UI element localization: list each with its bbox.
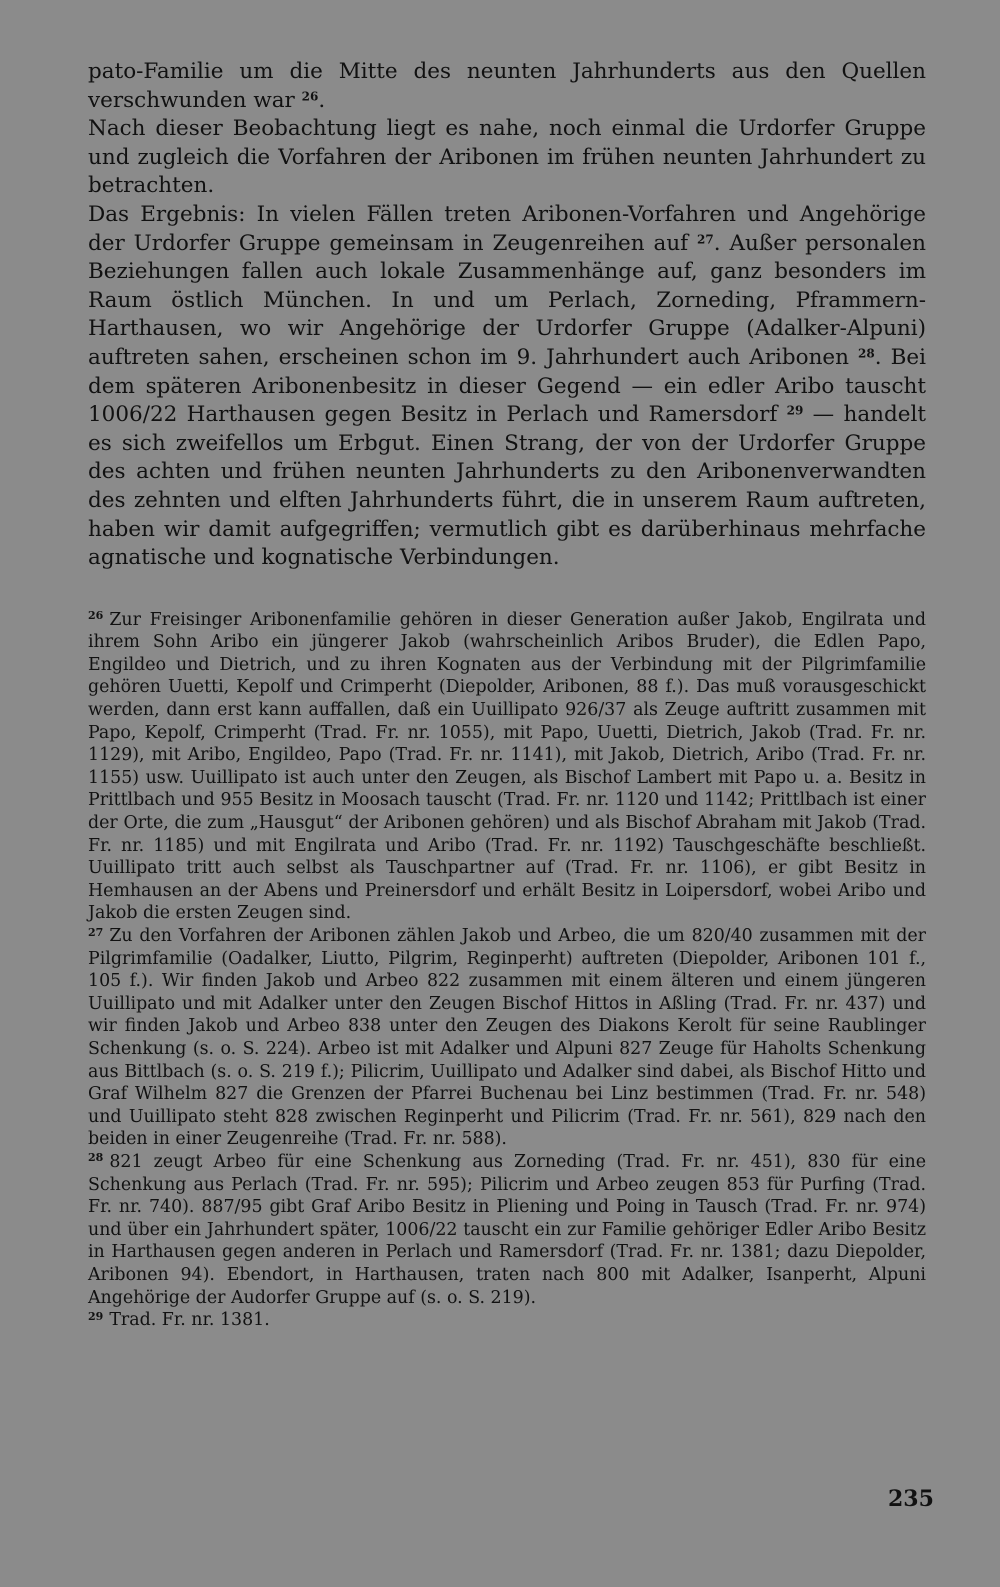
footnote-ref-26[interactable]: 26	[301, 89, 319, 103]
paragraph-2: Nach dieser Beobachtung liegt es nahe, noch einmal die Urdorfer Gruppe und zugleich die Vorfahren der Aribonen im frühen neunten Jahrhundert zu betrachten.	[88, 116, 926, 199]
footnote-number: 26	[88, 609, 104, 623]
paragraph-1-end: .	[318, 87, 326, 113]
footnote-27	[88, 925, 926, 1151]
footnote-28	[88, 1151, 926, 1309]
page-number: 235	[888, 1486, 934, 1512]
paragraph-3-part-2: . Außer personalen Beziehungen fallen auch lokale Zusammenhänge auf, ganz besonders im Raum östlich München. In und um Perlach, Zorneding, Pframmern-Harthausen, wo wir Angehörige der Urdorfer Gruppe (Adalker-Alpuni) auftreten sahen, erscheinen schon im 9. Jahrhundert auch Aribonen	[88, 230, 926, 370]
footnote-number: 27	[88, 925, 104, 939]
body-text	[88, 58, 926, 573]
paragraph-3-part-3: . Bei dem späteren Aribonenbesitz in dieser Gegend — ein edler Aribo tauscht 1006/22 Harthausen gegen Besitz in Perlach und Ramersdorf	[88, 344, 926, 428]
footnote-text: Zu den Vorfahren der Aribonen zählen Jakob und Arbeo, die um 820/40 zusammen mit der Pilgrimfamilie (Oadalker, Liutto, Pilgrim, Reginperht) auftreten (Diepolder, Aribonen 101 f., 105 f.). Wir finden Jakob und Arbeo 822 zusammen mit einem älteren und einem jüngeren Uuillipato und mit Adalker unter den Zeugen Bischof Hittos in Aßling (Trad. Fr. nr. 437) und wir finden Jakob und Arbeo 838 unter den Zeugen des Diakons Kerolt für seine Raublinger Schenkung (s. o. S. 224). Arbeo ist mit Adalker und Alpuni 827 Zeuge für Haholts Schenkung aus Bittlbach (s. o. S. 219 f.); Pilicrim, Uuillipato und Adalker sind dabei, als Bischof Hitto und Graf Wilhelm 827 die Grenzen der Pfarrei Buchenau bei Linz bestimmen (Trad. Fr. nr. 548) und Uuillipato steht 828 zwischen Reginperht und Pilicrim (Trad. Fr. nr. 561), 829 nach den beiden in einer Zeugenreihe (Trad. Fr. nr. 588).	[88, 926, 926, 1150]
paragraph-1-text: pato-Familie um die Mitte des neunten Jahrhunderts aus den Quellen verschwunden war	[88, 59, 926, 113]
footnote-text: Zur Freisinger Aribonenfamilie gehören in dieser Generation außer Jakob, Engilrata und ihrem Sohn Aribo ein jüngerer Jakob (wahrscheinlich Aribos Bruder), die Edlen Papo, Engildeo und Dietrich, und zu ihren Kognaten aus der Verbindung mit der Pilgrimfamilie gehören Uuetti, Kepolf und Crimperht (Diepolder, Aribonen, 88 f.). Das muß vorausgeschickt werden, dann erst kann auffallen, daß ein Uuillipato 926/37 als Zeuge auftritt zusammen mit Papo, Kepolf, Crimperht (Trad. Fr. nr. 1055), mit Papo, Uuetti, Dietrich, Jakob (Trad. Fr. nr. 1129), mit Aribo, Engildeo, Papo (Trad. Fr. nr. 1141), mit Jakob, Dietrich, Aribo (Trad. Fr. nr. 1155) usw. Uuillipato ist auch unter den Zeugen, als Bischof Lambert mit Papo u. a. Besitz in Prittlbach und 955 Besitz in Moosach tauscht (Trad. Fr. nr. 1120 und 1142; Prittlbach ist einer der Orte, die zum „Hausgut“ der Aribonen gehören) und als Bischof Abraham mit Jakob (Trad. Fr. nr. 1185) und mit Engilrata und Aribo (Trad. Fr. nr. 1192) Tauschgeschäfte beschließt. Uuillipato tritt auch selbst als Tauschpartner auf (Trad. Fr. nr. 1106), er gibt Besitz in Hemhausen an der Abens und Preinersdorf und erhält Besitz in Loipersdorf, wobei Aribo und Jakob die ersten Zeugen sind.	[88, 609, 926, 924]
paragraph-3	[88, 201, 926, 573]
paragraph-1	[88, 58, 926, 115]
page-content	[88, 58, 926, 1332]
footnote-ref-27[interactable]: 27	[697, 231, 714, 246]
footnotes	[88, 609, 926, 1332]
footnote-number: 29	[88, 1309, 104, 1323]
paragraph-3-part-1: Das Ergebnis: In vielen Fällen treten Aribonen-Vorfahren und Angehörige der Urdorfer Gruppe gemeinsam in Zeugenreihen auf	[88, 201, 926, 256]
footnote-number: 28	[88, 1151, 104, 1165]
footnote-26	[88, 609, 926, 925]
footnote-ref-28[interactable]: 28	[858, 346, 875, 361]
footnote-text: 821 zeugt Arbeo für eine Schenkung aus Zorneding (Trad. Fr. nr. 451), 830 für eine Schenkung aus Perlach (Trad. Fr. nr. 595); Pilicrim und Arbeo zeugen 853 für Purfing (Trad. Fr. nr. 740). 887/95 gibt Graf Aribo Besitz in Pliening und Poing in Tausch (Trad. Fr. nr. 974) und über ein Jahrhundert später, 1006/22 tauscht ein zur Familie gehöriger Edler Aribo Besitz in Harthausen gegen anderen in Perlach und Ramersdorf (Trad. Fr. nr. 1381; dazu Diepolder, Aribonen 94). Ebendort, in Harthausen, traten nach 800 mit Adalker, Isanperht, Alpuni Angehörige der Audorfer Gruppe auf (s. o. S. 219).	[88, 1151, 926, 1308]
footnote-text: Trad. Fr. nr. 1381.	[109, 1310, 270, 1331]
paragraph-3-part-4: — handelt es sich zweifellos um Erbgut. Einen Strang, der von der Urdorfer Gruppe des achten und frühen neunten Jahrhunderts zu den Aribonenverwandten des zehnten und elften Jahrhunderts führt, die in unserem Raum auftreten, haben wir damit aufgegriffen; vermutlich gibt es darüberhinaus mehrfache agnatische und kognatische Verbindungen.	[88, 402, 926, 571]
footnote-29	[88, 1309, 926, 1332]
footnote-ref-29[interactable]: 29	[786, 403, 804, 418]
